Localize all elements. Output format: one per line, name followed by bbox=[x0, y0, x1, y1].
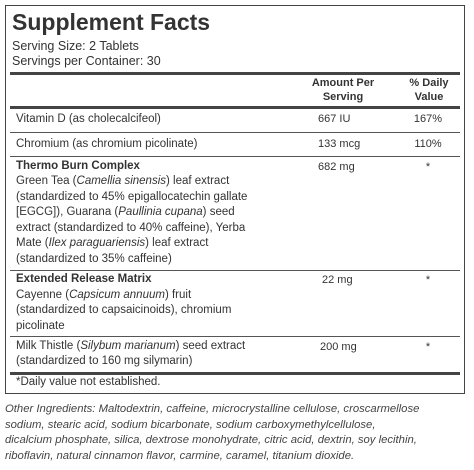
thermo-burn-line: [EGCG]), Guarana (Paullinia cupana) seed bbox=[16, 206, 235, 218]
row-divider bbox=[10, 132, 460, 133]
extended-release-dv: * bbox=[425, 274, 431, 286]
other-ingredients: Other Ingredients: Maltodextrin, caffeine, microcrystalline cellulose, croscarmellose sodium, stearic acid, sodium bicarbonate, sodium carboxymethylcellulose, dicalcium phosphate, silica, dextrose monohydrate, citric acid, dextrin, soy lecithin, riboflavin, natural cinnamon flavor, carmine, caramel, titanium dioxide. bbox=[5, 403, 420, 462]
extended-release-heading: Extended Release Matrix bbox=[16, 273, 152, 285]
chromium-dv: 110% bbox=[414, 138, 442, 150]
thermo-burn-line: (standardized to 35% caffeine) bbox=[16, 253, 172, 265]
thick-divider bbox=[10, 106, 460, 109]
panel-title: Supplement Facts bbox=[12, 9, 211, 35]
milk-thistle-line: Milk Thistle (Silybum marianum) seed extract bbox=[16, 340, 246, 352]
servings-per-container: Servings per Container: 30 bbox=[12, 54, 161, 68]
thermo-burn-line: (standardized to 45% epigallocatechin gallate bbox=[16, 191, 248, 203]
thermo-burn-line: Mate (Ilex paraguariensis) leaf extract bbox=[16, 237, 209, 249]
daily-value-header: % Daily Value bbox=[409, 77, 449, 103]
thick-divider bbox=[10, 72, 460, 75]
thermo-burn-line: Green Tea (Camellia sinensis) leaf extract bbox=[16, 175, 230, 187]
extended-release-line: Cayenne (Capsicum annuum) fruit bbox=[16, 289, 192, 301]
thermo-burn-dv: * bbox=[425, 161, 431, 173]
extended-release-line: picolinate bbox=[16, 320, 65, 332]
extended-release-amount: 22 mg bbox=[322, 274, 353, 286]
thermo-burn-amount: 682 mg bbox=[318, 161, 355, 173]
vitamin-d-amount: 667 IU bbox=[318, 113, 351, 125]
milk-thistle-amount: 200 mg bbox=[320, 341, 357, 353]
serving-size: Serving Size: 2 Tablets bbox=[12, 39, 139, 53]
milk-thistle-dv: * bbox=[425, 341, 431, 353]
chromium-amount: 133 mcg bbox=[318, 138, 361, 150]
row-divider bbox=[10, 336, 460, 337]
supplement-facts-panel bbox=[5, 5, 465, 394]
thermo-burn-line: extract (standardized to 40% caffeine), Yerba bbox=[16, 222, 246, 234]
vitamin-d-name: Vitamin D (as cholecalcifeol) bbox=[16, 113, 161, 125]
daily-value-footnote: *Daily value not established. bbox=[16, 376, 161, 388]
vitamin-d-dv: 167% bbox=[413, 113, 443, 125]
thick-divider bbox=[10, 372, 460, 375]
chromium-name: Chromium (as chromium picolinate) bbox=[16, 138, 198, 150]
amount-per-serving-header: Amount Per Serving bbox=[311, 77, 375, 103]
thermo-burn-heading: Thermo Burn Complex bbox=[16, 160, 140, 172]
row-divider bbox=[10, 270, 460, 271]
extended-release-line: (standardized to capsaicinoids), chromium bbox=[16, 304, 232, 316]
row-divider bbox=[10, 156, 460, 157]
milk-thistle-line: (standardized to 160 mg silymarin) bbox=[16, 355, 193, 367]
